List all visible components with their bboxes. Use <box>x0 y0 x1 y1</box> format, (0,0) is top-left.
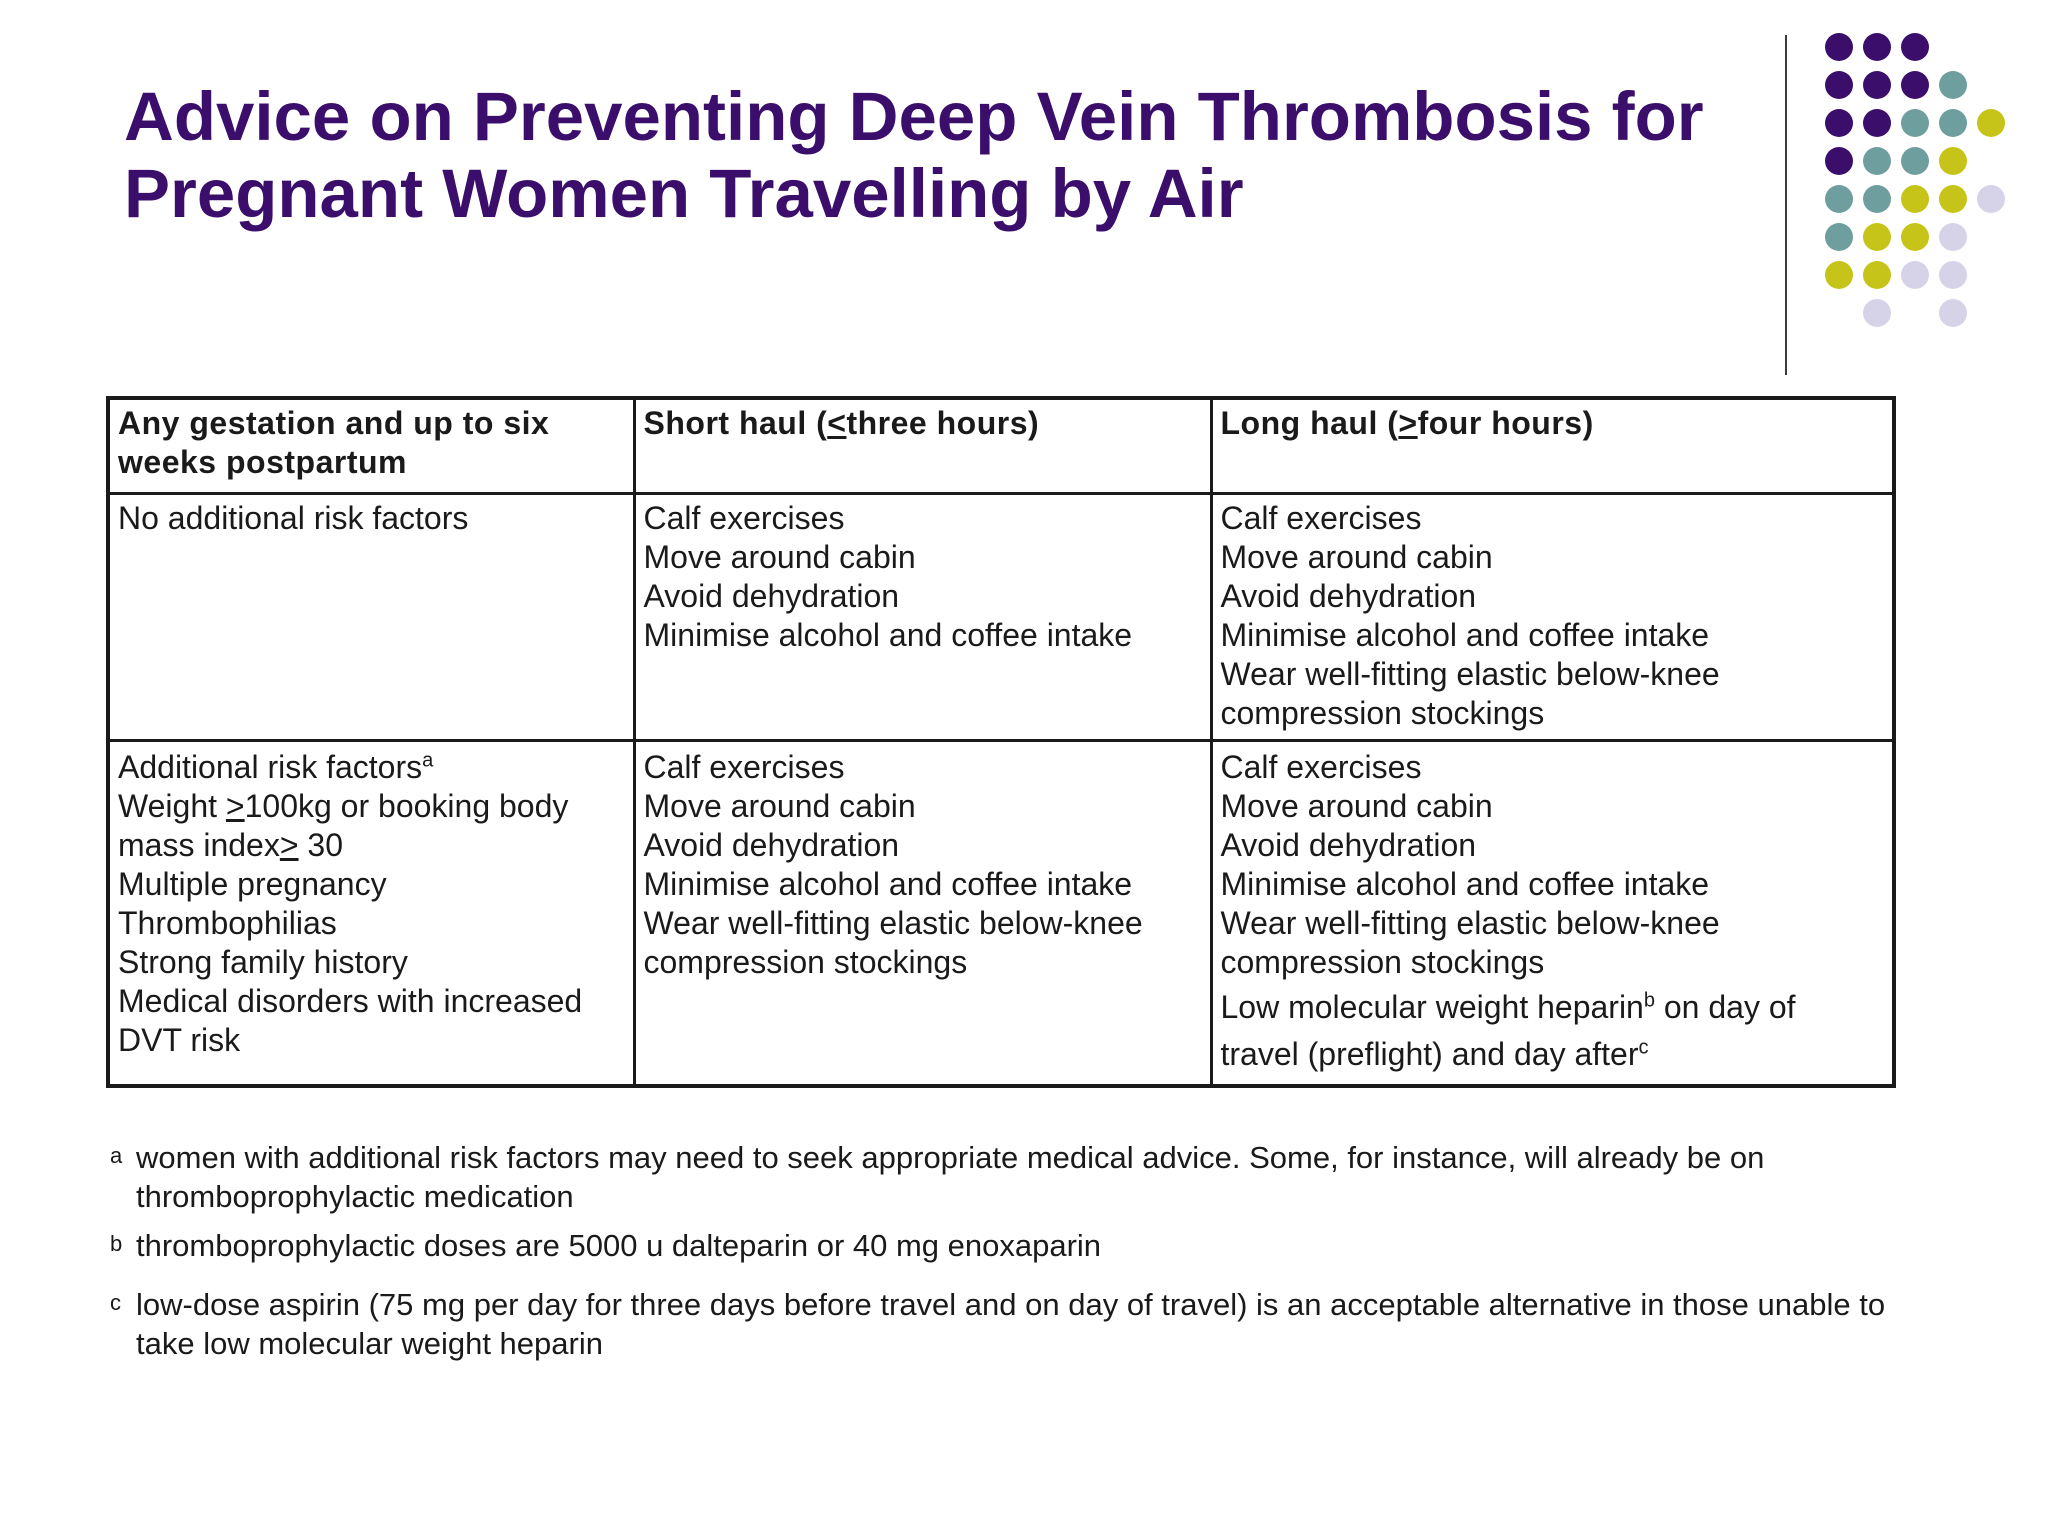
decorative-dot-grid <box>1825 33 2025 333</box>
footnote-c <box>108 1285 1898 1363</box>
decorative-dot <box>1977 185 2005 213</box>
decorative-dot <box>1825 71 1853 99</box>
decorative-dot <box>1863 185 1891 213</box>
footnote-mark: b <box>110 1231 123 1256</box>
decorative-dot <box>1901 109 1929 137</box>
decorative-dot <box>1901 185 1929 213</box>
decorative-dot <box>1901 71 1929 99</box>
decorative-dot <box>1825 185 1853 213</box>
decorative-dot <box>1825 147 1853 175</box>
title-line-2: Pregnant Women Travelling by Air <box>124 155 1244 232</box>
decorative-dot <box>1901 261 1929 289</box>
cell-row2-short-haul: Calf exercises Move around cabin Avoid dehydration Minimise alcohol and coffee intake Wear well-fitting elastic below-knee compression stockings <box>634 741 1211 1087</box>
cell-additional-risk-factors: Additional risk factors$^a$ Weight >100kg or booking body mass index> 30 Multiple pregnancy Thrombophilias Strong family history Medical disorders with increased DVT risk <box>108 741 634 1087</box>
decorative-dot <box>1901 33 1929 61</box>
decorative-dot <box>1825 33 1853 61</box>
footnotes <box>108 1138 1898 1373</box>
decorative-dot <box>1939 109 1967 137</box>
title-line-1: Advice on Preventing Deep Vein Thrombosis for <box>124 78 1704 155</box>
table-header-row <box>108 398 1894 494</box>
decorative-dot <box>1825 261 1853 289</box>
decorative-dot <box>1863 71 1891 99</box>
decorative-dot <box>1939 223 1967 251</box>
header-long-haul: Long haul (>four hours) <box>1211 398 1894 494</box>
cell-row1-long-haul: Calf exercises Move around cabin Avoid dehydration Minimise alcohol and coffee intake Wear well-fitting elastic below-knee compression stockings <box>1211 494 1894 741</box>
decorative-dot <box>1939 147 1967 175</box>
cell-no-risk-factors: No additional risk factors <box>108 494 634 741</box>
header-gestation: Any gestation and up to six weeks postpartum <box>108 398 634 494</box>
decorative-dot <box>1863 261 1891 289</box>
decorative-dot <box>1863 299 1891 327</box>
footnote-text: women with additional risk factors may need to seek appropriate medical advice. Some, for instance, will already be on thromboprophylactic medication <box>136 1140 1765 1214</box>
cell-row1-short-haul: Calf exercises Move around cabin Avoid dehydration Minimise alcohol and coffee intake <box>634 494 1211 741</box>
decorative-dot <box>1901 147 1929 175</box>
footnote-mark: a <box>110 1143 123 1168</box>
cell-row2-long-haul: Calf exercises Move around cabin Avoid dehydration Minimise alcohol and coffee intake Wear well-fitting elastic below-knee compression stockings Low molecular weight heparin$^b$ on day of travel (preflight) and day after$^c$ <box>1211 741 1894 1087</box>
table-row <box>108 741 1894 1087</box>
decorative-dot <box>1939 261 1967 289</box>
decorative-dot <box>1863 33 1891 61</box>
vertical-divider <box>1785 35 1787 375</box>
table-row <box>108 494 1894 741</box>
header-short-haul: Short haul (<three hours) <box>634 398 1211 494</box>
footnote-text: thromboprophylactic doses are 5000 u dalteparin or 40 mg enoxaparin <box>136 1228 1102 1263</box>
decorative-dot <box>1863 223 1891 251</box>
decorative-dot <box>1901 223 1929 251</box>
decorative-dot <box>1939 185 1967 213</box>
decorative-dot <box>1863 109 1891 137</box>
decorative-dot <box>1863 147 1891 175</box>
decorative-dot <box>1939 299 1967 327</box>
footnote-b <box>108 1226 1898 1265</box>
footnote-mark: c <box>110 1290 121 1315</box>
decorative-dot <box>1825 109 1853 137</box>
decorative-dot <box>1939 71 1967 99</box>
footnote-a <box>108 1138 1898 1216</box>
decorative-dot <box>1825 223 1853 251</box>
decorative-dot <box>1977 109 2005 137</box>
footnote-text: low-dose aspirin (75 mg per day for three days before travel and on day of travel) is an acceptable alternative in those unable to take low molecular weight heparin <box>136 1287 1886 1361</box>
dvt-advice-table <box>106 396 1896 1088</box>
slide-title <box>124 78 1724 232</box>
